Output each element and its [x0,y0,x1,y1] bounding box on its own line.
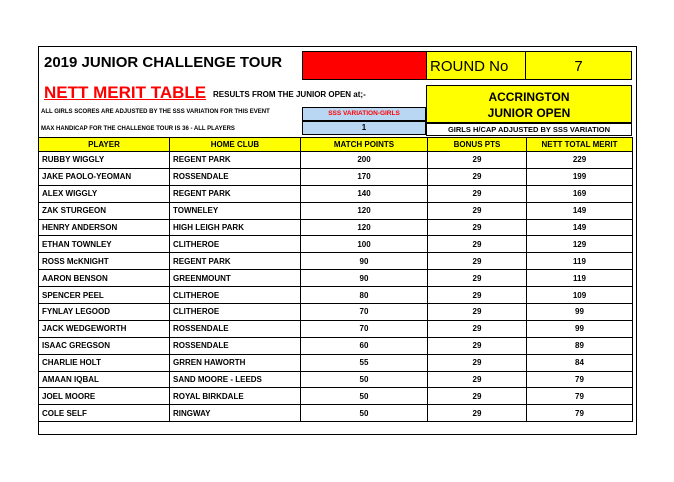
nett-total-merit-cell: 119 [527,253,633,270]
merit-table [38,137,633,422]
nett-total-merit-cell: 149 [527,219,633,236]
bonus-points-cell: 29 [428,354,527,371]
table-row [39,202,633,219]
home-club-cell: SAND MOORE - LEEDS [170,371,301,388]
player-name-cell: COLE SELF [39,405,170,422]
table-row [39,219,633,236]
table-row [39,270,633,287]
round-value: 7 [525,51,632,80]
player-name-cell: AMAAN IQBAL [39,371,170,388]
red-highlight-box [302,51,427,80]
bonus-points-cell: 29 [428,405,527,422]
match-points-cell: 140 [301,185,428,202]
column-header-bonus-pts: BONUS PTS [428,138,527,152]
player-name-cell: AARON BENSON [39,270,170,287]
match-points-cell: 120 [301,202,428,219]
match-points-cell: 55 [301,354,428,371]
home-club-cell: GRREN HAWORTH [170,354,301,371]
nett-total-merit-cell: 119 [527,270,633,287]
home-club-cell: ROSSENDALE [170,320,301,337]
table-row [39,337,633,354]
home-club-cell: REGENT PARK [170,185,301,202]
table-row [39,236,633,253]
match-points-cell: 50 [301,371,428,388]
bonus-points-cell: 29 [428,287,527,304]
home-club-cell: REGENT PARK [170,152,301,169]
player-name-cell: JOEL MOORE [39,388,170,405]
table-row [39,405,633,422]
nett-total-merit-cell: 99 [527,304,633,321]
match-points-cell: 70 [301,304,428,321]
table-row [39,304,633,321]
nett-total-merit-cell: 79 [527,405,633,422]
column-header-nett-total-merit: NETT TOTAL MERIT [527,138,633,152]
nett-total-merit-cell: 149 [527,202,633,219]
home-club-cell: TOWNELEY [170,202,301,219]
bonus-points-cell: 29 [428,304,527,321]
player-name-cell: ROSS McKNIGHT [39,253,170,270]
match-points-cell: 100 [301,236,428,253]
match-points-cell: 90 [301,270,428,287]
table-row [39,287,633,304]
player-name-cell: SPENCER PEEL [39,287,170,304]
table-header-row [39,138,633,152]
nett-total-merit-cell: 199 [527,168,633,185]
match-points-cell: 50 [301,405,428,422]
home-club-cell: CLITHEROE [170,287,301,304]
home-club-cell: CLITHEROE [170,236,301,253]
home-club-cell: RINGWAY [170,405,301,422]
nett-total-merit-cell: 229 [527,152,633,169]
bonus-points-cell: 29 [428,152,527,169]
table-row [39,152,633,169]
sss-variation-label: SSS VARIATION-GIRLS [302,107,426,121]
table-title: NETT MERIT TABLE [44,83,207,102]
match-points-cell: 60 [301,337,428,354]
home-club-cell: ROSSENDALE [170,337,301,354]
bonus-points-cell: 29 [428,219,527,236]
match-points-cell: 200 [301,152,428,169]
sss-variation-value: 1 [302,121,426,135]
girls-scores-note: ALL GIRLS SCORES ARE ADJUSTED BY THE SSS VARIATION FOR THIS EVENT [41,109,270,115]
match-points-cell: 90 [301,253,428,270]
match-points-cell: 80 [301,287,428,304]
max-handicap-note: MAX HANDICAP FOR THE CHALLENGE TOUR IS 36 - ALL PLAYERS [41,126,235,132]
nett-total-merit-cell: 84 [527,354,633,371]
match-points-cell: 50 [301,388,428,405]
results-from-label: RESULTS FROM THE JUNIOR OPEN at;- [213,90,366,99]
table-row [39,371,633,388]
bonus-points-cell: 29 [428,388,527,405]
bonus-points-cell: 29 [428,185,527,202]
event-name-box [426,85,632,123]
page-title: 2019 JUNIOR CHALLENGE TOUR [44,54,283,71]
player-name-cell: FYNLAY LEGOOD [39,304,170,321]
player-name-cell: ZAK STURGEON [39,202,170,219]
home-club-cell: HIGH LEIGH PARK [170,219,301,236]
table-row [39,354,633,371]
home-club-cell: CLITHEROE [170,304,301,321]
bonus-points-cell: 29 [428,371,527,388]
home-club-cell: ROSSENDALE [170,168,301,185]
event-name-line2: JUNIOR OPEN [487,106,571,120]
nett-total-merit-cell: 169 [527,185,633,202]
bonus-points-cell: 29 [428,202,527,219]
column-header-home-club: HOME CLUB [170,138,301,152]
nett-total-merit-cell: 79 [527,371,633,388]
bonus-points-cell: 29 [428,236,527,253]
bonus-points-cell: 29 [428,337,527,354]
home-club-cell: ROYAL BIRKDALE [170,388,301,405]
nett-total-merit-cell: 129 [527,236,633,253]
table-row [39,168,633,185]
column-header-match-points: MATCH POINTS [301,138,428,152]
bonus-points-cell: 29 [428,270,527,287]
match-points-cell: 170 [301,168,428,185]
match-points-cell: 120 [301,219,428,236]
bonus-points-cell: 29 [428,320,527,337]
player-name-cell: JAKE PAOLO-YEOMAN [39,168,170,185]
table-row [39,253,633,270]
table-row [39,320,633,337]
nett-total-merit-cell: 109 [527,287,633,304]
bonus-points-cell: 29 [428,168,527,185]
home-club-cell: GREENMOUNT [170,270,301,287]
nett-total-merit-cell: 89 [527,337,633,354]
player-name-cell: RUBBY WIGGLY [39,152,170,169]
table-row [39,388,633,405]
player-name-cell: HENRY ANDERSON [39,219,170,236]
player-name-cell: CHARLIE HOLT [39,354,170,371]
event-name-line1: ACCRINGTON [488,90,570,104]
nett-total-merit-cell: 79 [527,388,633,405]
column-header-player: PLAYER [39,138,170,152]
bonus-points-cell: 29 [428,253,527,270]
home-club-cell: REGENT PARK [170,253,301,270]
match-points-cell: 70 [301,320,428,337]
nett-total-merit-cell: 99 [527,320,633,337]
table-row [39,185,633,202]
player-name-cell: ETHAN TOWNLEY [39,236,170,253]
player-name-cell: ALEX WIGGLY [39,185,170,202]
player-name-cell: JACK WEDGEWORTH [39,320,170,337]
girls-handicap-note: GIRLS H/CAP ADJUSTED BY SSS VARIATION [426,123,632,136]
player-name-cell: ISAAC GREGSON [39,337,170,354]
round-label: ROUND No [426,51,526,80]
